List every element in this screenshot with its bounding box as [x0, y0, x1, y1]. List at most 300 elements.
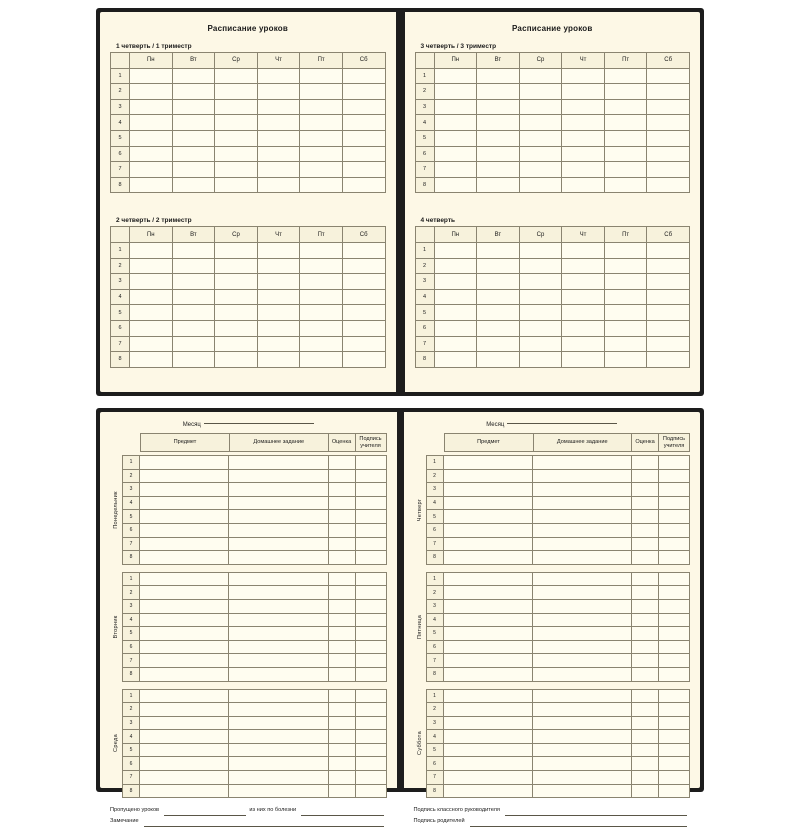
cell[interactable] [215, 305, 258, 321]
cell[interactable] [257, 84, 300, 100]
cell-signature[interactable] [659, 640, 690, 654]
cell-mark[interactable] [632, 572, 659, 586]
cell[interactable] [647, 162, 690, 178]
cell[interactable] [477, 305, 520, 321]
cell[interactable] [300, 115, 343, 131]
cell[interactable] [562, 352, 605, 368]
cell[interactable] [172, 130, 215, 146]
cell-subject[interactable] [443, 599, 532, 613]
cell[interactable] [604, 242, 647, 258]
cell-mark[interactable] [632, 771, 659, 785]
cell-signature[interactable] [355, 523, 386, 537]
cell-subject[interactable] [140, 551, 229, 565]
cell-mark[interactable] [632, 730, 659, 744]
cell-signature[interactable] [659, 537, 690, 551]
cell-task[interactable] [229, 551, 329, 565]
class-teacher-field[interactable] [505, 808, 687, 816]
cell[interactable] [647, 68, 690, 84]
cell-mark[interactable] [328, 784, 355, 798]
cell[interactable] [130, 130, 173, 146]
cell-signature[interactable] [659, 456, 690, 470]
cell-task[interactable] [532, 586, 632, 600]
cell-subject[interactable] [140, 640, 229, 654]
cell-mark[interactable] [632, 667, 659, 681]
cell-task[interactable] [532, 730, 632, 744]
cell[interactable] [342, 289, 385, 305]
cell-subject[interactable] [140, 757, 229, 771]
cell[interactable] [300, 289, 343, 305]
cell[interactable] [477, 68, 520, 84]
cell[interactable] [342, 352, 385, 368]
cell[interactable] [604, 320, 647, 336]
cell[interactable] [604, 352, 647, 368]
cell[interactable] [342, 274, 385, 290]
cell-mark[interactable] [632, 469, 659, 483]
cell-subject[interactable] [140, 510, 229, 524]
cell-task[interactable] [532, 654, 632, 668]
cell-mark[interactable] [328, 496, 355, 510]
cell-signature[interactable] [659, 667, 690, 681]
cell-task[interactable] [229, 784, 329, 798]
cell[interactable] [172, 162, 215, 178]
cell[interactable] [257, 115, 300, 131]
cell[interactable] [519, 130, 562, 146]
cell-mark[interactable] [632, 640, 659, 654]
cell-signature[interactable] [659, 771, 690, 785]
cell[interactable] [477, 99, 520, 115]
cell[interactable] [172, 177, 215, 193]
cell[interactable] [257, 352, 300, 368]
cell-subject[interactable] [443, 703, 532, 717]
cell[interactable] [519, 274, 562, 290]
cell-subject[interactable] [140, 716, 229, 730]
cell[interactable] [434, 305, 477, 321]
cell[interactable] [172, 84, 215, 100]
cell[interactable] [519, 99, 562, 115]
cell-task[interactable] [532, 537, 632, 551]
cell[interactable] [342, 162, 385, 178]
illness-field[interactable] [301, 808, 383, 816]
cell-mark[interactable] [632, 703, 659, 717]
cell[interactable] [562, 336, 605, 352]
cell-mark[interactable] [632, 757, 659, 771]
cell-subject[interactable] [140, 667, 229, 681]
cell-subject[interactable] [443, 667, 532, 681]
cell[interactable] [647, 177, 690, 193]
cell-subject[interactable] [140, 599, 229, 613]
cell[interactable] [215, 130, 258, 146]
cell-signature[interactable] [355, 599, 386, 613]
cell[interactable] [519, 289, 562, 305]
cell[interactable] [130, 146, 173, 162]
cell[interactable] [257, 146, 300, 162]
cell[interactable] [647, 99, 690, 115]
cell-subject[interactable] [140, 586, 229, 600]
cell-mark[interactable] [328, 483, 355, 497]
cell-mark[interactable] [328, 537, 355, 551]
cell[interactable] [342, 320, 385, 336]
cell[interactable] [604, 289, 647, 305]
cell[interactable] [172, 68, 215, 84]
cell[interactable] [130, 352, 173, 368]
cell-task[interactable] [532, 551, 632, 565]
cell[interactable] [257, 289, 300, 305]
cell-task[interactable] [229, 483, 329, 497]
cell[interactable] [647, 242, 690, 258]
cell-task[interactable] [532, 627, 632, 641]
cell-task[interactable] [532, 640, 632, 654]
cell[interactable] [477, 146, 520, 162]
cell-signature[interactable] [355, 716, 386, 730]
cell-signature[interactable] [355, 784, 386, 798]
cell-mark[interactable] [632, 784, 659, 798]
cell-task[interactable] [532, 496, 632, 510]
cell[interactable] [434, 274, 477, 290]
cell-signature[interactable] [355, 640, 386, 654]
cell[interactable] [172, 336, 215, 352]
cell-mark[interactable] [632, 586, 659, 600]
cell[interactable] [477, 84, 520, 100]
cell-task[interactable] [229, 716, 329, 730]
cell[interactable] [477, 130, 520, 146]
cell-signature[interactable] [355, 689, 386, 703]
cell[interactable] [604, 258, 647, 274]
cell[interactable] [130, 115, 173, 131]
cell[interactable] [604, 274, 647, 290]
cell-signature[interactable] [355, 757, 386, 771]
cell-subject[interactable] [140, 613, 229, 627]
cell-signature[interactable] [659, 703, 690, 717]
cell-task[interactable] [229, 613, 329, 627]
cell-task[interactable] [229, 523, 329, 537]
cell[interactable] [647, 146, 690, 162]
cell[interactable] [342, 130, 385, 146]
cell[interactable] [434, 336, 477, 352]
cell[interactable] [647, 115, 690, 131]
cell-task[interactable] [532, 456, 632, 470]
cell-signature[interactable] [659, 730, 690, 744]
cell[interactable] [300, 242, 343, 258]
cell-task[interactable] [229, 771, 329, 785]
cell-signature[interactable] [659, 784, 690, 798]
cell[interactable] [562, 68, 605, 84]
cell[interactable] [215, 99, 258, 115]
cell[interactable] [300, 84, 343, 100]
cell-task[interactable] [229, 496, 329, 510]
cell[interactable] [130, 84, 173, 100]
cell[interactable] [647, 305, 690, 321]
cell[interactable] [562, 162, 605, 178]
cell-subject[interactable] [140, 537, 229, 551]
cell[interactable] [604, 115, 647, 131]
cell-mark[interactable] [328, 456, 355, 470]
cell-signature[interactable] [355, 572, 386, 586]
cell[interactable] [604, 99, 647, 115]
cell-task[interactable] [532, 689, 632, 703]
cell[interactable] [215, 146, 258, 162]
cell-task[interactable] [532, 703, 632, 717]
cell[interactable] [434, 289, 477, 305]
cell-mark[interactable] [632, 537, 659, 551]
cell[interactable] [604, 130, 647, 146]
cell-signature[interactable] [659, 757, 690, 771]
cell[interactable] [434, 242, 477, 258]
cell-signature[interactable] [355, 496, 386, 510]
cell-task[interactable] [229, 743, 329, 757]
cell-subject[interactable] [140, 456, 229, 470]
cell[interactable] [434, 99, 477, 115]
cell-mark[interactable] [632, 496, 659, 510]
month-write-line[interactable] [507, 422, 617, 424]
cell[interactable] [215, 162, 258, 178]
cell[interactable] [130, 99, 173, 115]
cell[interactable] [477, 258, 520, 274]
cell-subject[interactable] [140, 483, 229, 497]
cell-mark[interactable] [328, 586, 355, 600]
cell[interactable] [519, 336, 562, 352]
cell[interactable] [300, 352, 343, 368]
cell[interactable] [519, 242, 562, 258]
cell[interactable] [647, 352, 690, 368]
cell-mark[interactable] [632, 627, 659, 641]
cell[interactable] [342, 99, 385, 115]
cell-mark[interactable] [328, 667, 355, 681]
cell[interactable] [604, 84, 647, 100]
cell-task[interactable] [532, 667, 632, 681]
cell-mark[interactable] [328, 510, 355, 524]
cell-subject[interactable] [443, 689, 532, 703]
cell-signature[interactable] [659, 627, 690, 641]
cell[interactable] [562, 258, 605, 274]
cell[interactable] [477, 352, 520, 368]
cell-task[interactable] [532, 784, 632, 798]
cell-signature[interactable] [659, 586, 690, 600]
cell-task[interactable] [229, 537, 329, 551]
cell-subject[interactable] [140, 771, 229, 785]
cell-task[interactable] [229, 654, 329, 668]
cell-subject[interactable] [443, 771, 532, 785]
cell[interactable] [172, 258, 215, 274]
cell[interactable] [257, 258, 300, 274]
cell[interactable] [130, 336, 173, 352]
cell[interactable] [647, 274, 690, 290]
cell[interactable] [130, 162, 173, 178]
cell-mark[interactable] [328, 654, 355, 668]
cell-subject[interactable] [443, 523, 532, 537]
cell-signature[interactable] [355, 586, 386, 600]
cell[interactable] [300, 130, 343, 146]
cell-task[interactable] [532, 523, 632, 537]
cell-mark[interactable] [328, 730, 355, 744]
cell-subject[interactable] [140, 469, 229, 483]
cell[interactable] [562, 115, 605, 131]
cell-subject[interactable] [443, 537, 532, 551]
cell-task[interactable] [532, 483, 632, 497]
cell[interactable] [257, 177, 300, 193]
cell-mark[interactable] [632, 743, 659, 757]
cell-mark[interactable] [632, 510, 659, 524]
cell[interactable] [434, 320, 477, 336]
cell-mark[interactable] [632, 483, 659, 497]
cell[interactable] [562, 130, 605, 146]
cell[interactable] [215, 274, 258, 290]
cell-mark[interactable] [632, 689, 659, 703]
cell-subject[interactable] [443, 496, 532, 510]
cell[interactable] [300, 336, 343, 352]
cell-mark[interactable] [328, 613, 355, 627]
cell-subject[interactable] [443, 716, 532, 730]
cell-signature[interactable] [659, 716, 690, 730]
cell-subject[interactable] [140, 627, 229, 641]
cell[interactable] [647, 336, 690, 352]
cell[interactable] [647, 84, 690, 100]
cell[interactable] [647, 289, 690, 305]
cell-subject[interactable] [443, 730, 532, 744]
cell[interactable] [257, 162, 300, 178]
cell[interactable] [130, 274, 173, 290]
cell[interactable] [215, 336, 258, 352]
cell[interactable] [300, 177, 343, 193]
cell-mark[interactable] [328, 523, 355, 537]
cell-subject[interactable] [140, 572, 229, 586]
cell[interactable] [172, 146, 215, 162]
cell-signature[interactable] [659, 496, 690, 510]
cell[interactable] [130, 242, 173, 258]
cell[interactable] [477, 177, 520, 193]
cell-mark[interactable] [632, 654, 659, 668]
cell-subject[interactable] [140, 743, 229, 757]
cell[interactable] [300, 68, 343, 84]
cell[interactable] [342, 115, 385, 131]
cell[interactable] [434, 146, 477, 162]
cell-task[interactable] [532, 572, 632, 586]
cell-task[interactable] [532, 771, 632, 785]
cell[interactable] [519, 68, 562, 84]
cell[interactable] [342, 242, 385, 258]
cell[interactable] [215, 320, 258, 336]
cell-signature[interactable] [659, 572, 690, 586]
cell-signature[interactable] [355, 743, 386, 757]
cell-signature[interactable] [355, 483, 386, 497]
cell[interactable] [519, 146, 562, 162]
cell-task[interactable] [229, 456, 329, 470]
cell-signature[interactable] [355, 613, 386, 627]
cell-task[interactable] [532, 510, 632, 524]
cell-task[interactable] [229, 586, 329, 600]
cell[interactable] [434, 68, 477, 84]
note-field[interactable] [144, 819, 384, 827]
cell-subject[interactable] [443, 613, 532, 627]
cell[interactable] [130, 320, 173, 336]
cell-signature[interactable] [659, 689, 690, 703]
cell-signature[interactable] [355, 654, 386, 668]
cell-mark[interactable] [632, 456, 659, 470]
cell[interactable] [130, 289, 173, 305]
cell[interactable] [257, 130, 300, 146]
cell[interactable] [257, 242, 300, 258]
cell[interactable] [519, 115, 562, 131]
cell[interactable] [130, 305, 173, 321]
cell[interactable] [604, 177, 647, 193]
cell-task[interactable] [229, 469, 329, 483]
cell[interactable] [172, 320, 215, 336]
cell-task[interactable] [229, 627, 329, 641]
cell[interactable] [300, 274, 343, 290]
cell-subject[interactable] [140, 730, 229, 744]
cell[interactable] [604, 336, 647, 352]
cell-mark[interactable] [328, 703, 355, 717]
cell[interactable] [562, 177, 605, 193]
cell-task[interactable] [532, 743, 632, 757]
cell-task[interactable] [229, 703, 329, 717]
cell-mark[interactable] [328, 689, 355, 703]
cell-subject[interactable] [443, 654, 532, 668]
cell[interactable] [562, 320, 605, 336]
cell[interactable] [215, 352, 258, 368]
cell[interactable] [562, 305, 605, 321]
cell-subject[interactable] [443, 784, 532, 798]
cell-mark[interactable] [632, 613, 659, 627]
cell-task[interactable] [229, 667, 329, 681]
cell[interactable] [562, 274, 605, 290]
cell[interactable] [519, 84, 562, 100]
cell[interactable] [434, 352, 477, 368]
cell[interactable] [434, 130, 477, 146]
cell[interactable] [477, 274, 520, 290]
cell-signature[interactable] [659, 551, 690, 565]
cell[interactable] [215, 177, 258, 193]
cell[interactable] [647, 320, 690, 336]
parents-field[interactable] [470, 819, 687, 827]
cell-subject[interactable] [443, 551, 532, 565]
cell-subject[interactable] [140, 523, 229, 537]
cell-subject[interactable] [443, 510, 532, 524]
cell[interactable] [172, 305, 215, 321]
cell-subject[interactable] [443, 640, 532, 654]
cell-task[interactable] [532, 469, 632, 483]
cell-task[interactable] [532, 716, 632, 730]
cell-signature[interactable] [355, 510, 386, 524]
cell-mark[interactable] [328, 469, 355, 483]
cell-mark[interactable] [328, 572, 355, 586]
cell[interactable] [130, 68, 173, 84]
cell[interactable] [257, 320, 300, 336]
cell[interactable] [562, 84, 605, 100]
cell[interactable] [434, 115, 477, 131]
cell-signature[interactable] [355, 456, 386, 470]
cell[interactable] [215, 258, 258, 274]
cell[interactable] [300, 320, 343, 336]
cell-signature[interactable] [659, 523, 690, 537]
cell[interactable] [434, 177, 477, 193]
cell[interactable] [434, 162, 477, 178]
cell-mark[interactable] [328, 599, 355, 613]
cell-signature[interactable] [355, 551, 386, 565]
cell[interactable] [342, 146, 385, 162]
cell[interactable] [562, 289, 605, 305]
cell[interactable] [172, 99, 215, 115]
cell-signature[interactable] [355, 627, 386, 641]
cell[interactable] [215, 115, 258, 131]
cell[interactable] [342, 68, 385, 84]
cell[interactable] [519, 177, 562, 193]
cell-task[interactable] [229, 572, 329, 586]
cell-signature[interactable] [659, 483, 690, 497]
cell-mark[interactable] [632, 551, 659, 565]
cell-mark[interactable] [328, 771, 355, 785]
cell[interactable] [434, 84, 477, 100]
cell-mark[interactable] [328, 743, 355, 757]
